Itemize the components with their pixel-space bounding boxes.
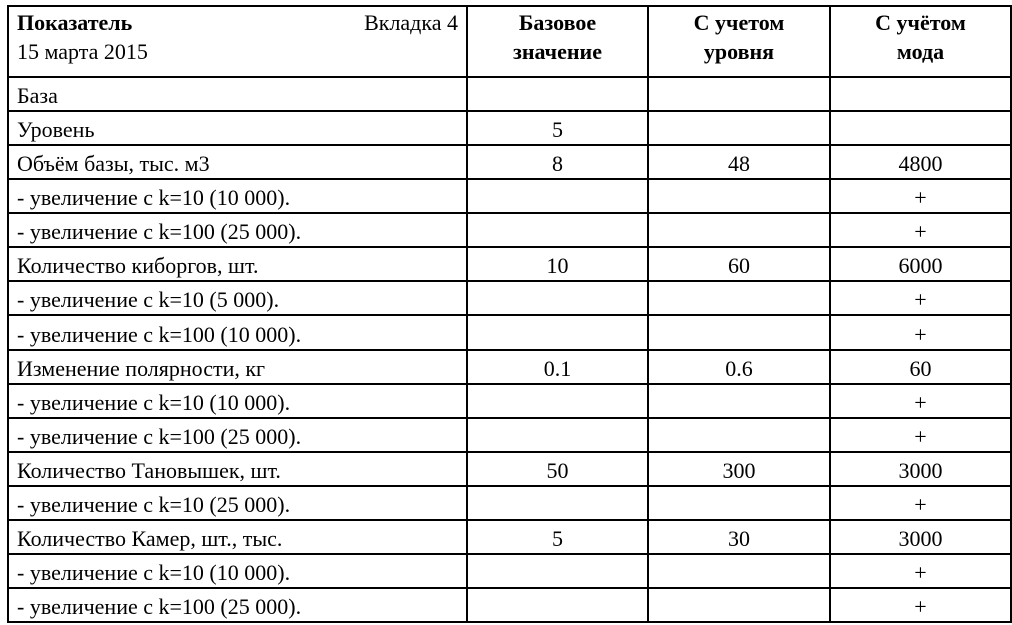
- mod-header-line-1: С учётом: [875, 10, 966, 35]
- table-row: [8, 247, 1011, 281]
- level-value-cell: 60: [648, 247, 830, 281]
- level-value-cell: [648, 179, 830, 213]
- indicator-cell: - увеличение с k=100 (25 000).: [8, 213, 467, 247]
- table-subrow: [8, 384, 1011, 418]
- report-date: 15 марта 2015: [17, 39, 148, 64]
- mod-value-cell: +: [830, 588, 1011, 622]
- mod-value-cell: 60: [830, 350, 1011, 384]
- base-value-cell: 5: [467, 520, 648, 554]
- level-value-cell: [648, 554, 830, 588]
- base-value-column-header: [467, 6, 648, 77]
- table-row: [8, 111, 1011, 145]
- mod-value-cell: [830, 111, 1011, 145]
- indicator-cell: База: [8, 77, 467, 111]
- indicator-header-title: Показатель: [17, 10, 133, 35]
- level-value-cell: [648, 384, 830, 418]
- level-header-line-2: уровня: [703, 39, 775, 64]
- indicator-cell: - увеличение с k=100 (25 000).: [8, 588, 467, 622]
- header-row: [8, 6, 1011, 77]
- table-row: [8, 77, 1011, 111]
- level-value-cell: [648, 315, 830, 349]
- mod-value-cell: 3000: [830, 520, 1011, 554]
- level-value-cell: [648, 588, 830, 622]
- level-value-cell: [648, 281, 830, 315]
- table-subrow: [8, 418, 1011, 452]
- indicator-cell: - увеличение с k=10 (25 000).: [8, 486, 467, 520]
- indicator-cell: Количество киборгов, шт.: [8, 247, 467, 281]
- mod-value-cell: +: [830, 213, 1011, 247]
- table-subrow: [8, 588, 1011, 622]
- mod-value-cell: +: [830, 486, 1011, 520]
- base-header-line-2: значение: [513, 39, 602, 64]
- base-value-cell: [467, 588, 648, 622]
- indicator-column-header: [8, 6, 467, 77]
- mod-value-cell: [830, 77, 1011, 111]
- base-value-cell: [467, 554, 648, 588]
- level-value-cell: 30: [648, 520, 830, 554]
- table-subrow: [8, 486, 1011, 520]
- table-subrow: [8, 179, 1011, 213]
- tab-label: Вкладка 4: [364, 10, 458, 35]
- base-value-cell: 10: [467, 247, 648, 281]
- level-value-cell: [648, 77, 830, 111]
- mod-value-cell: +: [830, 315, 1011, 349]
- base-value-cell: 0.1: [467, 350, 648, 384]
- level-value-cell: 300: [648, 452, 830, 486]
- base-value-cell: 8: [467, 145, 648, 179]
- mod-column-header: [830, 6, 1011, 77]
- table-subrow: [8, 554, 1011, 588]
- level-column-header: [648, 6, 830, 77]
- mod-value-cell: +: [830, 554, 1011, 588]
- base-value-cell: [467, 179, 648, 213]
- table-body: [8, 77, 1011, 622]
- base-value-cell: [467, 486, 648, 520]
- mod-value-cell: 4800: [830, 145, 1011, 179]
- indicator-cell: - увеличение с k=10 (10 000).: [8, 384, 467, 418]
- indicator-cell: Количество Тановышек, шт.: [8, 452, 467, 486]
- base-header-line-1: Базовое: [518, 10, 597, 35]
- base-value-cell: [467, 213, 648, 247]
- indicator-cell: Уровень: [8, 111, 467, 145]
- mod-value-cell: +: [830, 384, 1011, 418]
- table-row: [8, 145, 1011, 179]
- table-row: [8, 350, 1011, 384]
- indicator-cell: Количество Камер, шт., тыс.: [8, 520, 467, 554]
- indicator-cell: - увеличение с k=100 (10 000).: [8, 315, 467, 349]
- indicator-cell: - увеличение с k=10 (5 000).: [8, 281, 467, 315]
- level-value-cell: [648, 418, 830, 452]
- level-value-cell: [648, 213, 830, 247]
- base-value-cell: [467, 281, 648, 315]
- base-value-cell: [467, 315, 648, 349]
- indicator-cell: - увеличение с k=100 (25 000).: [8, 418, 467, 452]
- level-value-cell: 0.6: [648, 350, 830, 384]
- base-value-cell: 5: [467, 111, 648, 145]
- table-subrow: [8, 281, 1011, 315]
- table-subrow: [8, 315, 1011, 349]
- indicator-table: [7, 5, 1012, 623]
- table-row: [8, 520, 1011, 554]
- indicator-cell: Изменение полярности, кг: [8, 350, 467, 384]
- mod-header-line-2: мода: [896, 39, 945, 64]
- base-value-cell: [467, 384, 648, 418]
- mod-value-cell: +: [830, 418, 1011, 452]
- table-row: [8, 452, 1011, 486]
- mod-value-cell: +: [830, 281, 1011, 315]
- base-value-cell: [467, 77, 648, 111]
- base-value-cell: [467, 418, 648, 452]
- indicator-cell: Объём базы, тыс. м3: [8, 145, 467, 179]
- level-value-cell: 48: [648, 145, 830, 179]
- indicator-cell: - увеличение с k=10 (10 000).: [8, 179, 467, 213]
- base-value-cell: 50: [467, 452, 648, 486]
- level-value-cell: [648, 486, 830, 520]
- mod-value-cell: +: [830, 179, 1011, 213]
- mod-value-cell: 3000: [830, 452, 1011, 486]
- level-value-cell: [648, 111, 830, 145]
- mod-value-cell: 6000: [830, 247, 1011, 281]
- level-header-line-1: С учетом: [693, 10, 785, 35]
- table-subrow: [8, 213, 1011, 247]
- indicator-cell: - увеличение с k=10 (10 000).: [8, 554, 467, 588]
